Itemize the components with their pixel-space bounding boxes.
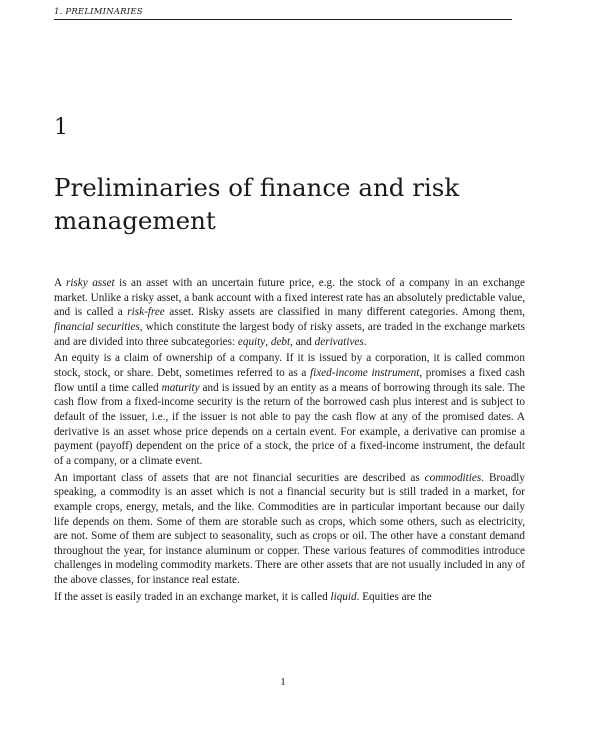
term-derivatives: derivatives <box>314 335 364 348</box>
chapter-title: Preliminaries of finance and risk management <box>54 173 460 235</box>
term-risk-free: risk-free <box>127 306 165 319</box>
text-run: An important class of assets that are not financial securities are described as <box>54 471 425 484</box>
text-run: . <box>363 335 367 348</box>
paragraph-equity-debt-derivative <box>54 351 525 468</box>
chapter-number: 1 <box>54 115 68 140</box>
running-head: 1. PRELIMINARIES <box>54 7 512 20</box>
text-run: and is issued by an entity as a means of borrowing through its sale. The cash flow from a fixed-income security is the return of the borrowed cash plus interest and is subject to default of the issuer, i.e., if the issuer is not able to pay the cash flow at any of the promised dates. A derivative is an asset whose price depends on a certain event. For example, a derivative can promise a payment (payoff) dependent on the price of a stock, the price of a fixed-income instrument, the default of a company, or a climate event. <box>54 381 526 467</box>
paragraph-liquidity <box>54 590 525 605</box>
term-maturity: maturity <box>161 381 200 394</box>
text-run: , which constitute the largest body of risky assets, are traded in the exchange markets and are divided into three subcategories: <box>54 320 525 348</box>
text-run: , promises a fixed cash flow until a time called <box>54 366 526 394</box>
term-fixed-income-instrument: fixed-income instrument <box>310 366 420 379</box>
text-run: . Broadly speaking, a commodity is an asset which is not a financial security but is still traded in a market, for example crops, energy, metals, and the like. Commodities are in particular important because our daily life depends on them. Some of them are storable such as crops, which some others, such as electricity, are not. Some of them are subject to seasonality, such as crops or oil. The other have a constant demand throughout the year, for instance aluminum or copper. These various features of commodities introduce challenges in modeling commodity markets. There are other assets that are not usually included in any of the above classes, for instance real estate. <box>54 471 525 587</box>
text-run: . Equities are the <box>356 590 432 603</box>
term-risky-asset: risky asset <box>65 277 115 289</box>
term-equity: equity <box>237 335 266 348</box>
term-liquid: liquid <box>330 590 357 603</box>
text-run: , <box>265 335 271 348</box>
term-financial-securities: financial securities <box>54 320 140 333</box>
term-debt: debt <box>270 335 291 348</box>
text-run: A <box>54 277 66 289</box>
text-run: An equity is a claim of ownership of a company. If it is issued by a corporation, it is called common stock, stock, or share. Debt, sometimes referred to as a <box>54 352 525 379</box>
paragraph-risky-assets <box>54 276 525 349</box>
term-commodities: commodities <box>424 471 482 484</box>
body-text <box>54 276 525 604</box>
paragraph-commodities <box>54 471 525 588</box>
text-run: asset. Risky assets are classified in many different categories. Among them, <box>164 306 525 319</box>
text-run: , and <box>290 335 315 348</box>
page-number: 1 <box>280 676 286 688</box>
text-run: is an asset with an uncertain future price, e.g. the stock of a company in an exchange market. Unlike a risky asset, a bank account with a fixed interest rate has an absolutely predictable value, and is called a <box>54 277 525 319</box>
text-run: If the asset is easily traded in an exchange market, it is called <box>54 590 331 603</box>
